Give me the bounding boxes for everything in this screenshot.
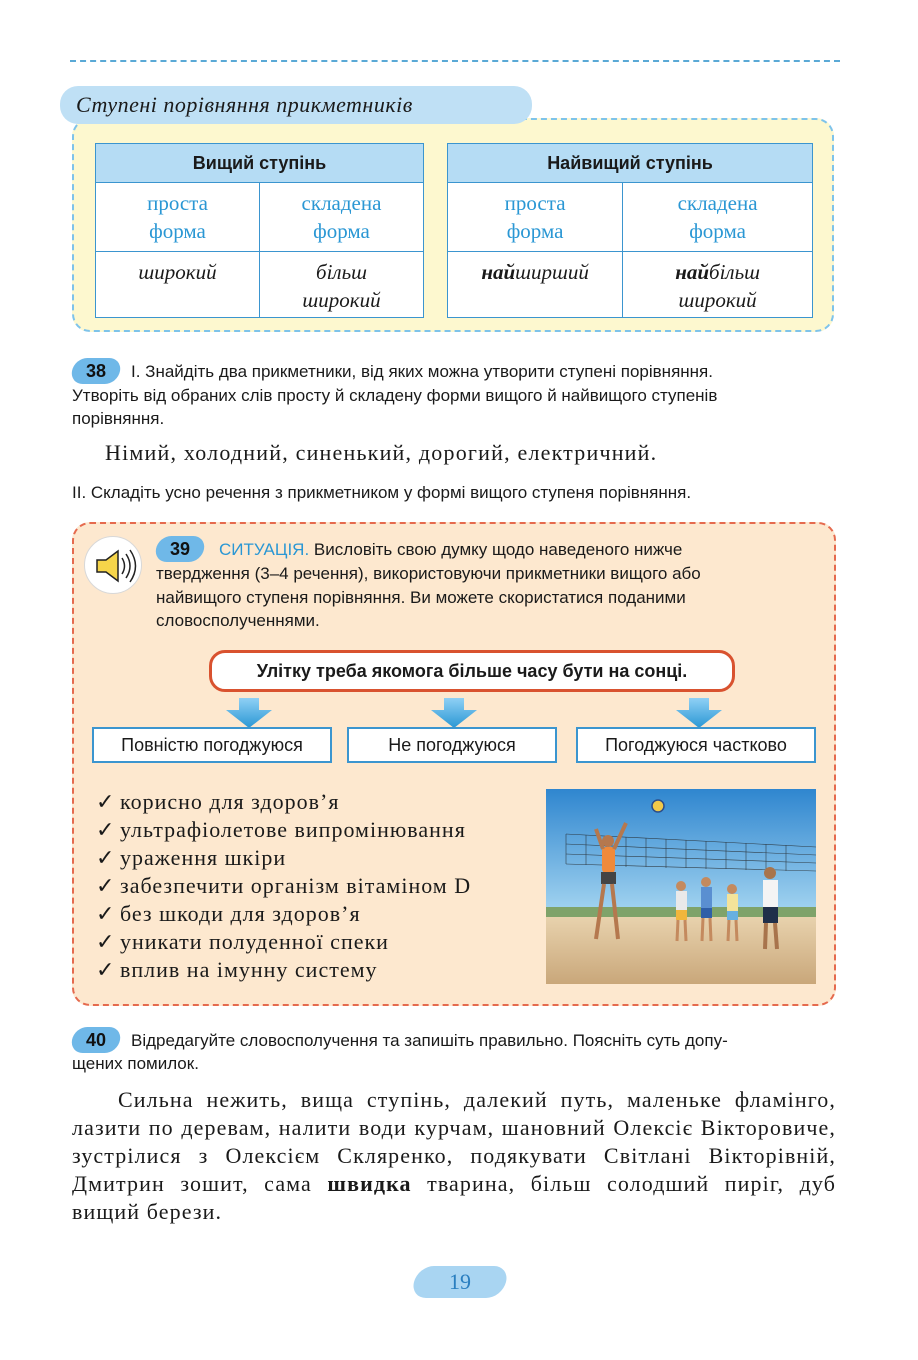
arrow-down-icon: [676, 698, 722, 728]
arrow-down-icon: [431, 698, 477, 728]
compound-form-label: складена форма: [260, 183, 424, 252]
compound-form-example: більш широкий: [260, 252, 424, 318]
list-item: ✓ уникати полуденної спеки: [96, 929, 389, 954]
top-dashed-divider: [70, 60, 840, 62]
simple-form-example: широкий: [96, 252, 260, 318]
check-icon: ✓: [96, 845, 116, 870]
bold-word: швидка: [327, 1171, 412, 1196]
check-icon: ✓: [96, 901, 116, 926]
list-item: ✓ ультрафіолетове випромінювання: [96, 817, 466, 842]
situation-statement: Улітку треба якомога більше часу бути на сонці.: [209, 650, 735, 692]
phrase-list: [96, 788, 471, 984]
task-40-text-line2: щених помилок.: [72, 1054, 199, 1073]
theory-title: Ступені порівняння прикметників: [60, 86, 532, 124]
task-39-text-line1: СИТУАЦІЯ. Висловіть свою думку щодо наведеного нижче: [219, 540, 683, 559]
check-icon: ✓: [96, 957, 116, 982]
situation-label: СИТУАЦІЯ.: [219, 540, 310, 559]
simple-form-label: проста форма: [96, 183, 260, 252]
check-icon: ✓: [96, 929, 116, 954]
task-40-exercise-text: Сильна нежить, вища ступінь, далекий путь, маленьке фламінго, лазити по деревам, налити води курчам, шановний Олексіє Вікторовиче, зустрілися з Олексієм Скляренко, подякувати Світлані Вікторівній, Дмитрин зошит, сама швидка тварина, більш солодший пиріг, дуб вищий берези.: [72, 1087, 836, 1224]
list-item: ✓ ураження шкіри: [96, 845, 287, 870]
list-item: ✓ забезпечити організм вітаміном D: [96, 873, 472, 898]
arrow-down-icon: [226, 698, 272, 728]
higher-degree-table: [95, 143, 424, 318]
speaker-icon: [84, 536, 142, 594]
list-item: ✓ корисно для здоров’я: [96, 789, 340, 814]
list-item: ✓ вплив на імунну систему: [96, 957, 378, 982]
simple-form-label: проста форма: [448, 183, 623, 252]
option-disagree: Не погоджуюся: [347, 727, 557, 763]
check-icon: ✓: [96, 789, 116, 814]
task-40-badge: 40: [70, 1027, 123, 1053]
compound-form-label: складена форма: [623, 183, 813, 252]
compound-form-example: найбільш широкий: [623, 252, 813, 318]
task-38-text-line3: порівняння.: [72, 409, 165, 428]
task-38-badge: 38: [70, 358, 123, 384]
option-fully-agree: Повністю погоджуюся: [92, 727, 332, 763]
task-38-words: Німий, холодний, синенький, дорогий, електричний.: [105, 440, 658, 465]
option-partially-agree: Погоджуюся частково: [576, 727, 816, 763]
task-38-part2: II. Складіть усно речення з прикметником у формі вищого ступеня порівняння.: [72, 483, 692, 502]
task-38-text-line2: Утворіть від обраних слів просту й складену форми вищого й найвищого ступенів: [72, 386, 718, 405]
check-icon: ✓: [96, 817, 116, 842]
page-number: 19: [410, 1266, 510, 1298]
task-39-badge: 39: [154, 536, 207, 562]
check-icon: ✓: [96, 873, 116, 898]
task-40-text-line1: Відредагуйте словосполучення та запишіть правильно. Поясніть суть допу-: [131, 1031, 728, 1050]
highest-degree-table: [447, 143, 813, 318]
task-39-text-line3: найвищого ступеня порівняння. Ви можете скористатися поданими: [156, 588, 686, 607]
beach-volleyball-photo: [546, 789, 816, 984]
higher-degree-header: Вищий ступінь: [96, 144, 424, 183]
highest-degree-header: Найвищий ступінь: [448, 144, 813, 183]
task-39-text-line4: словосполученнями.: [156, 611, 320, 630]
list-item: ✓ без шкоди для здоров’я: [96, 901, 361, 926]
simple-form-example: найширший: [448, 252, 623, 318]
task-39-text-line2: твердження (3–4 речення), використовуючи прикметники вищого або: [156, 564, 701, 583]
task-38-text-line1: I. Знайдіть два прикметники, від яких можна утворити ступені порівняння.: [131, 362, 713, 381]
